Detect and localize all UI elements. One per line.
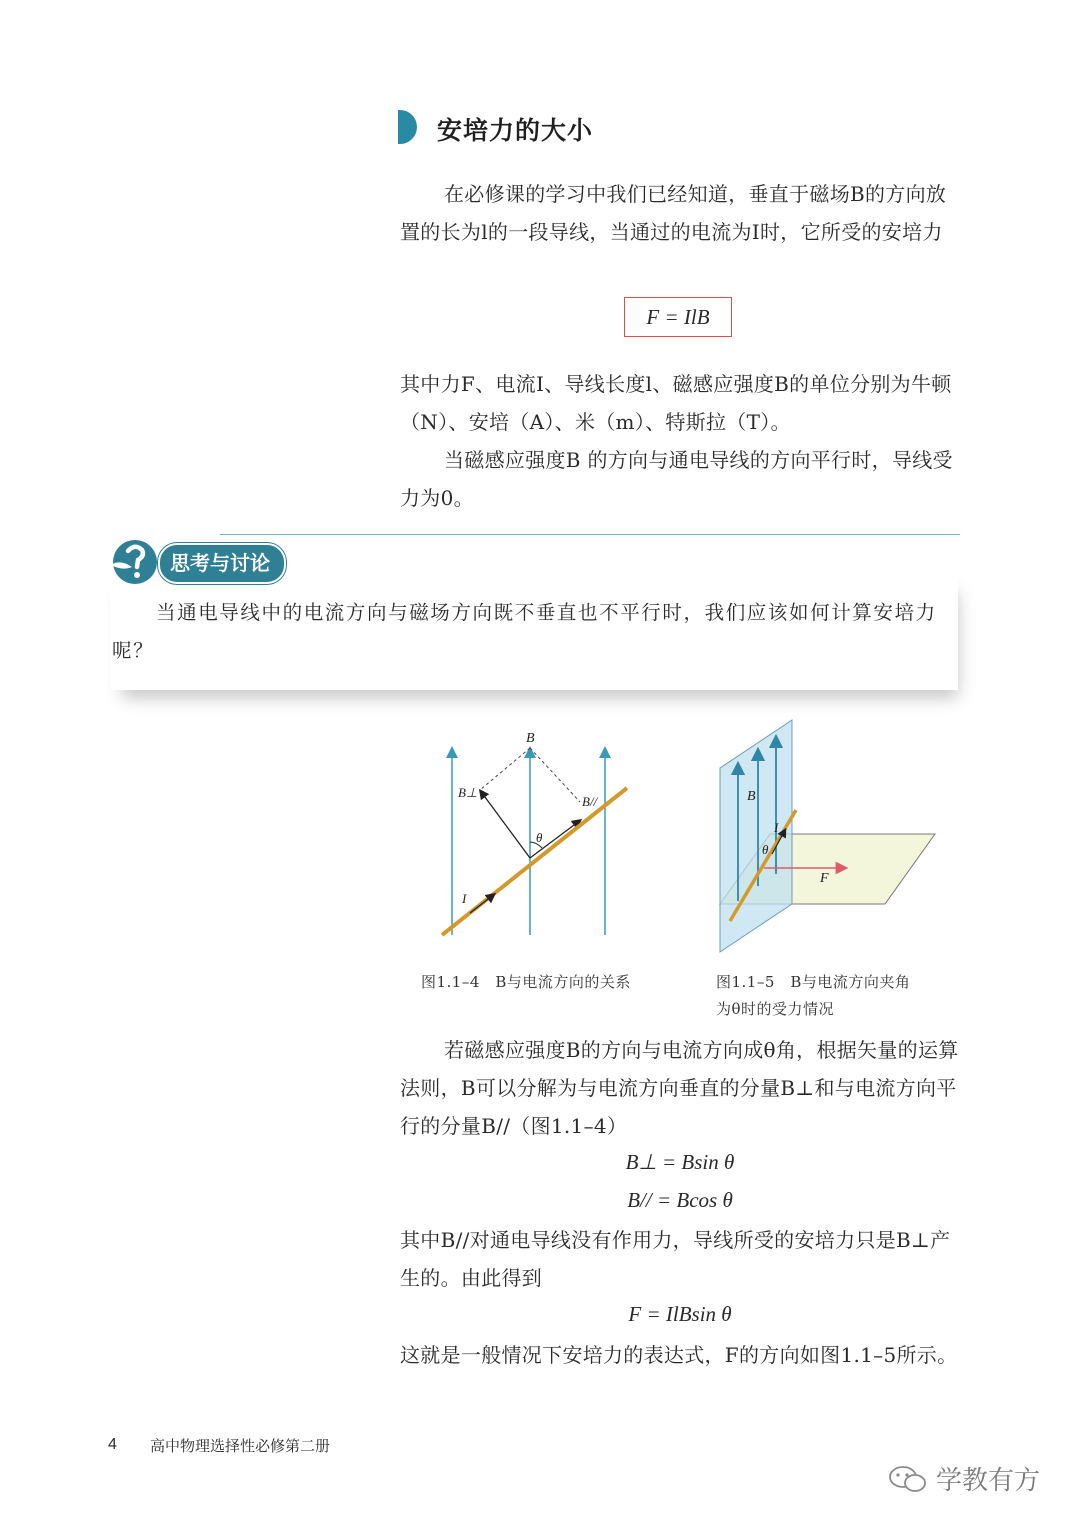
section-heading: 安培力的大小 (437, 116, 594, 145)
figure-b-decomposition (430, 730, 640, 945)
paragraph-3: 当磁感应强度B 的方向与通电导线的方向平行时，导线受力为0。 (400, 448, 953, 510)
label-theta: θ (762, 842, 769, 857)
label-current: I (462, 891, 467, 906)
label-b: B (526, 731, 535, 746)
paragraph-4: 若磁感应强度B的方向与电流方向成θ角，根据矢量的运算法则，B可以分解为与电流方向垂直的分量B⊥和与电流方向平行的分量B//（图1.1–4） (400, 1038, 959, 1138)
figure-2-caption-line-2: 为θ时的受力情况 (716, 1000, 835, 1018)
think-title-badge: 思考与讨论 (158, 543, 286, 584)
equation-general-force: F = IlBsin θ (628, 1302, 732, 1326)
label-current: I (774, 820, 779, 835)
b-perp-vector (482, 793, 530, 858)
ampere-force-formula: F = IlB (624, 297, 732, 337)
think-question: 当通电导线中的电流方向与磁场方向既不垂直也不平行时，我们应该如何计算安培力呢？ (112, 601, 937, 662)
current-arrow (470, 896, 492, 913)
figure-force-3d (712, 716, 942, 956)
wechat-icon (888, 1463, 928, 1495)
label-b: B (747, 789, 756, 804)
label-force: F (820, 871, 829, 886)
think-divider (220, 534, 960, 535)
equation-b-par: B// = Bcos θ (627, 1188, 733, 1212)
paragraph-5: 其中B//对通电导线没有作用力，导线所受的安培力只是B⊥产生的。由此得到 (400, 1228, 951, 1290)
figure-1-caption: 图1.1–4 B与电流方向的关系 (421, 973, 631, 991)
paragraph-6: 这就是一般情况下安培力的表达式，F的方向如图1.1–5所示。 (400, 1343, 958, 1367)
watermark-text: 学教有方 (936, 1466, 1041, 1496)
page-number: 4 (108, 1436, 117, 1453)
paragraph-2: 其中力F、电流I、导线长度l、磁感应强度B的单位分别为牛顿（N）、安培（A）、米（m）、特斯拉（T）。 (400, 372, 952, 434)
figure-2-caption-line-1: 图1.1–5 B与电流方向夹角 (716, 973, 911, 991)
heading-marker (398, 110, 417, 144)
paragraph-1: 在必修课的学习中我们已经知道，垂直于磁场B的方向放置的长为l的一段导线，当通过的电流为I时，它所受的安培力 (400, 182, 947, 244)
wire (442, 788, 627, 935)
label-b-par: B// (582, 794, 598, 809)
label-b-perp: B⊥ (458, 785, 478, 800)
label-theta: θ (536, 830, 543, 845)
book-title: 高中物理选择性必修第二册 (150, 1437, 331, 1455)
equation-b-perp: B⊥ = Bsin θ (625, 1150, 735, 1174)
